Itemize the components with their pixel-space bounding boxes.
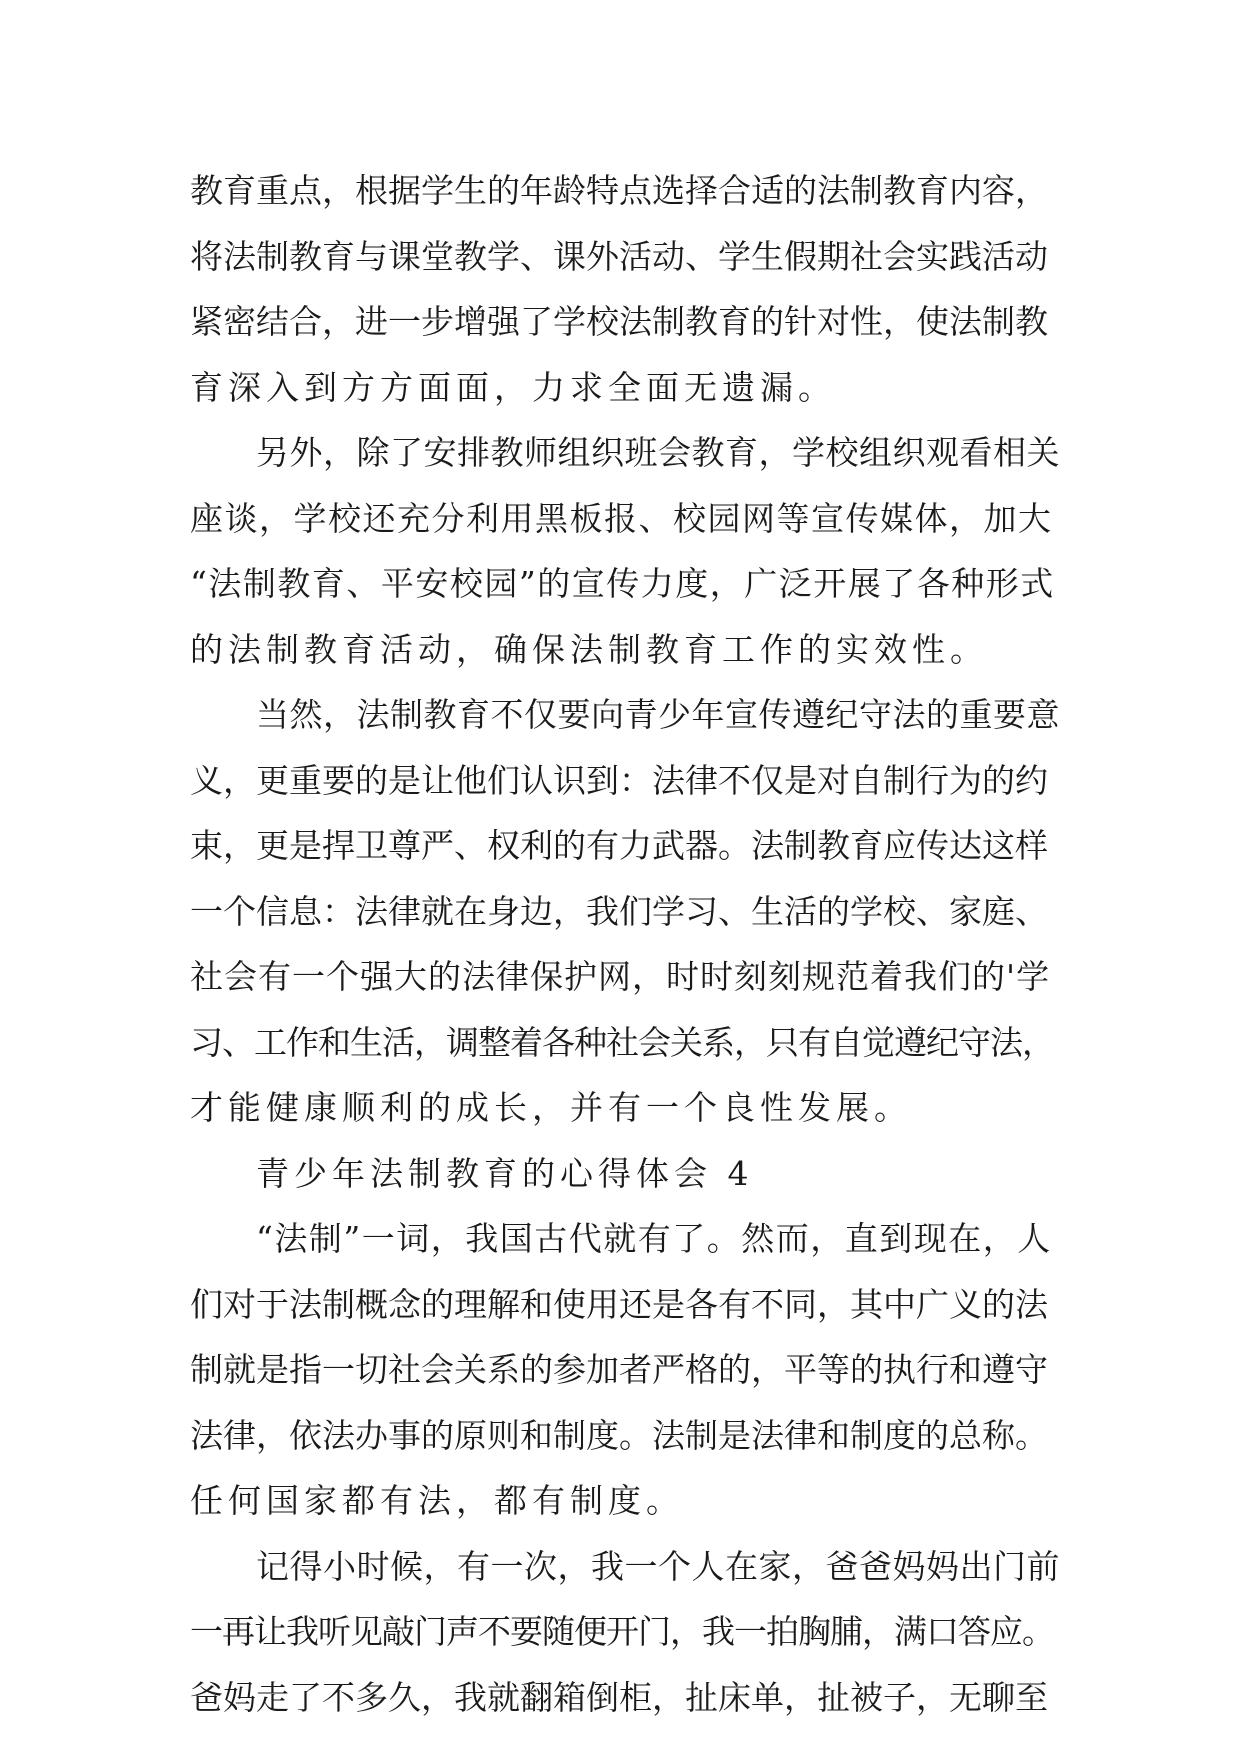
text-line: 另外，除了安排教师组织班会教育，学校组织观看相关 — [256, 433, 1060, 472]
text-line: 社会有一个强大的法律保护网，时时刻刻规范着我们的'学 — [190, 957, 1051, 996]
text-line: 爸妈走了不多久，我就翻箱倒柜，扯床单，扯被子，无聊至 — [190, 1677, 1048, 1717]
text-line: 紧密结合，进一步增强了学校法制教育的针对性，使法制教 — [190, 302, 1048, 341]
document-body — [190, 158, 1060, 1730]
text-line: 习、工作和生活，调整着各种社会关系，只有自觉遵纪守法， — [190, 1022, 1054, 1062]
text-line: 座谈，学校还充分利用黑板报、校园网等宣传媒体，加大 — [190, 498, 1053, 538]
text-line: 一再让我听见敲门声不要随便开门，我一拍胸脯，满口答应。 — [190, 1612, 1054, 1651]
text-line: “法制”一词，我国古代就有了。然而，直到现在，人 — [256, 1219, 1052, 1258]
text-line: 青少年法制教育的心得体会 4 — [256, 1153, 754, 1193]
text-line: 法律，依法办事的原则和制度。法制是法律和制度的总称。 — [190, 1415, 1048, 1455]
text-line: 制就是指一切社会关系的参加者严格的，平等的执行和遵守 — [190, 1350, 1048, 1389]
text-line: 当然，法制教育不仅要向青少年宣传遵纪守法的重要意 — [256, 695, 1060, 734]
text-line: 义，更重要的是让他们认识到：法律不仅是对自制行为的约 — [190, 760, 1048, 800]
text-line: 将法制教育与课堂教学、课外活动、学生假期社会实践活动 — [190, 236, 1048, 276]
text-line: 束，更是捍卫尊严、权利的有力武器。法制教育应传达这样 — [190, 826, 1048, 865]
text-line: 一个信息：法律就在身边，我们学习、生活的学校、家庭、 — [190, 891, 1048, 931]
text-line: 记得小时候，有一次，我一个人在家，爸爸妈妈出门前 — [256, 1546, 1060, 1586]
text-line: 育深入到方方面面，力求全面无遗漏。 — [190, 367, 836, 407]
text-line: 任何国家都有法，都有制度。 — [190, 1481, 684, 1520]
text-line: 的法制教育活动，确保法制教育工作的实效性。 — [190, 629, 988, 669]
text-line: 们对于法制概念的理解和使用还是各有不同，其中广义的法 — [190, 1284, 1048, 1324]
text-line: “法制教育、平安校园”的宣传力度，广泛开展了各种形式 — [190, 564, 1055, 603]
text-line: 才能健康顺利的成长，并有一个良性发展。 — [190, 1088, 912, 1127]
text-line: 教育重点，根据学生的年龄特点选择合适的法制教育内容， — [190, 171, 1048, 210]
